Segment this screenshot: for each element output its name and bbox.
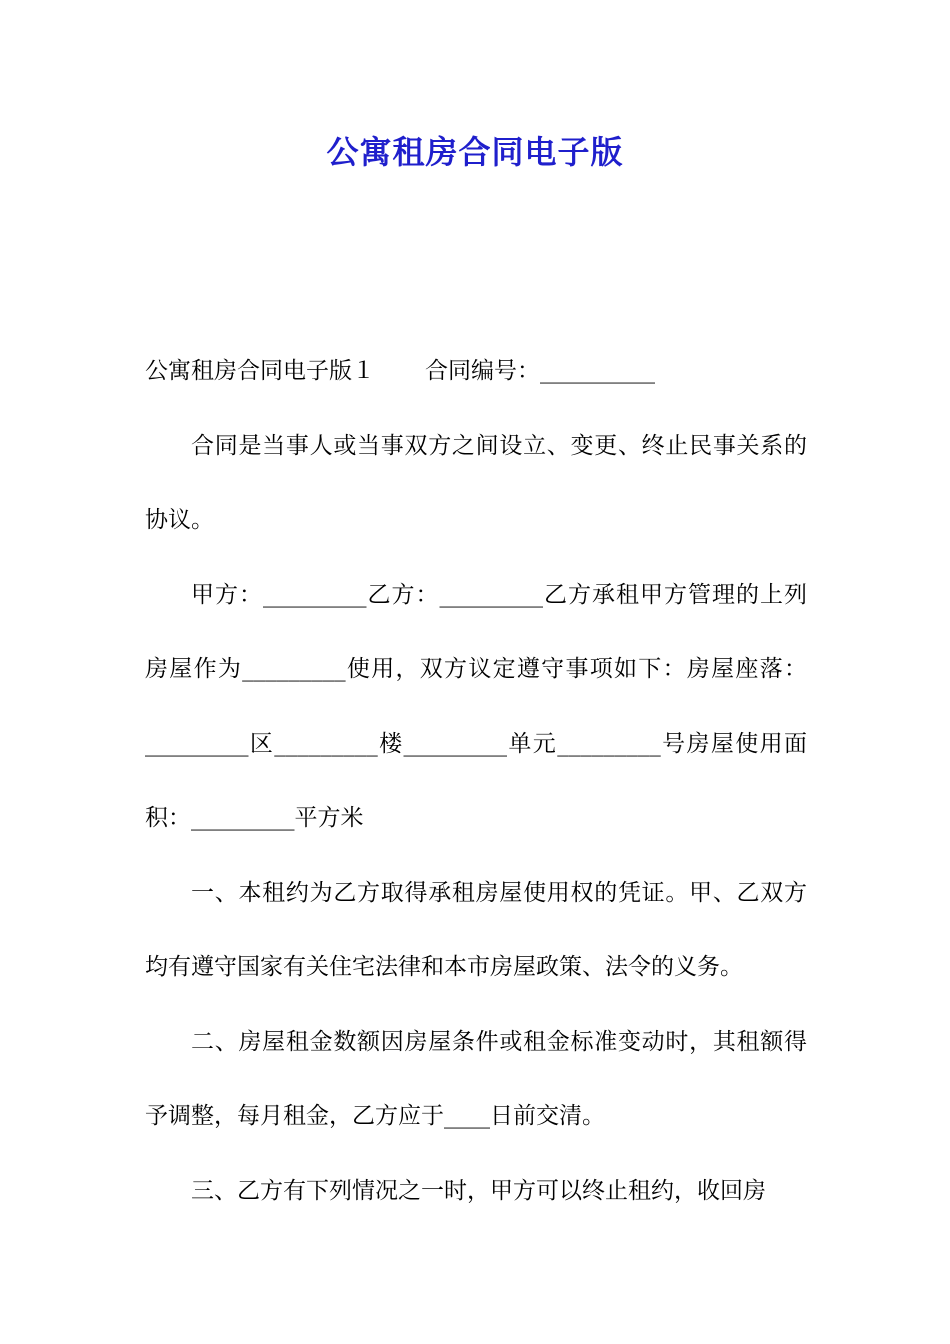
document-body (145, 334, 807, 1228)
paragraph-parties: 甲方：_________乙方：_________乙方承租甲方管理的上列房屋作为_________使用，双方议定遵守事项如下：房屋座落：_________区_________楼_________单元_________号房屋使用面积：_________平方米 (145, 581, 807, 831)
contract-number: 合同编号：__________ (425, 358, 655, 384)
document-header-line (145, 334, 807, 409)
paragraph-definition: 合同是当事人或当事双方之间设立、变更、终止民事关系的协议。 (145, 432, 807, 533)
paragraph-clause-3: 三、乙方有下列情况之一时，甲方可以终止租约，收回房 (191, 1177, 766, 1204)
paragraph-clause-1: 一、本租约为乙方取得承租房屋使用权的凭证。甲、乙双方均有遵守国家有关住宅法律和本市房屋政策、法令的义务。 (145, 879, 807, 980)
document-title: 公寓租房合同电子版 (326, 133, 624, 171)
paragraph-clause-2: 二、房屋租金数额因房屋条件或租金标准变动时，其租额得予调整，每月租金，乙方应于____日前交清。 (145, 1028, 807, 1129)
header-label: 公寓租房合同电子版１ (145, 358, 375, 384)
